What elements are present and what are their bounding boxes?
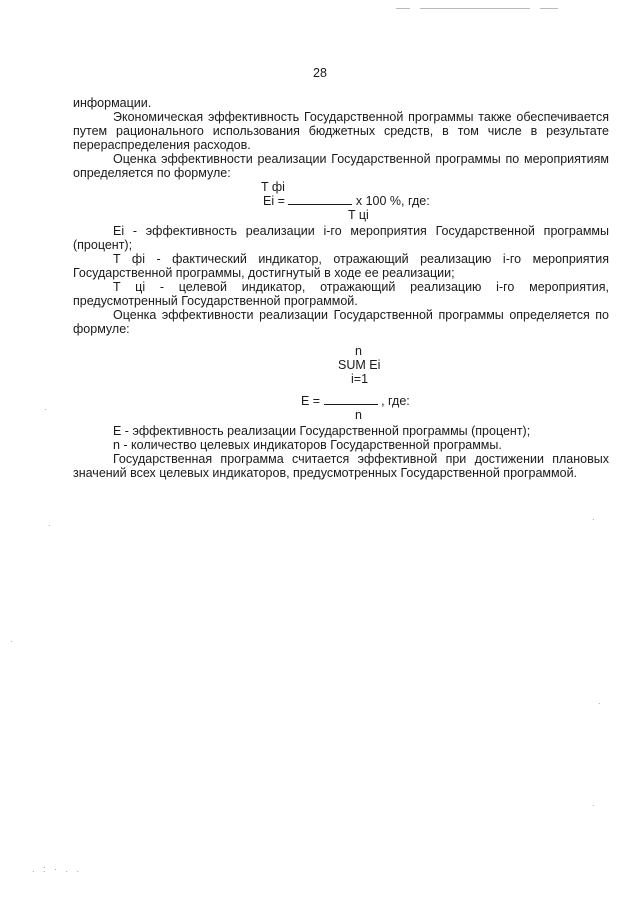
scan-artifact-line	[420, 8, 530, 9]
formula-line	[263, 194, 430, 208]
formula-denominator: n	[355, 408, 362, 422]
scan-noise: .	[598, 696, 604, 706]
paragraph: Экономическая эффективность Государственной программы также обеспечивается путем рационального использования бюджетных средств, в том числе в результате перераспределения расходов.	[73, 110, 609, 152]
paragraph: Оценка эффективности реализации Государственной программы по мероприятиям определяется по формуле:	[73, 152, 609, 180]
fraction-bar	[324, 394, 378, 405]
formula-sum: SUM Ei	[338, 358, 381, 372]
scan-noise: .	[592, 798, 598, 808]
scan-noise: .	[48, 518, 54, 528]
paragraph: Ei - эффективность реализации i-го мероприятия Государственной программы (процент);	[73, 224, 609, 252]
scan-artifact-line	[396, 8, 410, 9]
formula-lhs: Ei =	[263, 194, 285, 208]
paragraph: T цi - целевой индикатор, отражающий реализацию i-го мероприятия, предусмотренный Государственной программой.	[73, 280, 609, 308]
paragraph: E - эффективность реализации Государственной программы (процент);	[113, 424, 531, 438]
paragraph: Оценка эффективности реализации Государственной программы определяется по формуле:	[73, 308, 609, 336]
scan-noise: .	[44, 402, 50, 412]
formula-denominator: T цi	[348, 208, 369, 222]
scan-noise: . : · . .	[32, 864, 83, 874]
paragraph: T фi - фактический индикатор, отражающий реализацию i-го мероприятия Государственной программы, достигнутый в ходе ее реализации;	[73, 252, 609, 280]
paragraph: n - количество целевых индикаторов Государственной программы.	[113, 438, 502, 452]
formula-lhs: E =	[301, 394, 321, 408]
formula-numerator: T фi	[261, 180, 285, 194]
formula-e	[73, 336, 609, 392]
paragraph: Государственная программа считается эффективной при достижении плановых значений всех целевых индикаторов, предусмотренных Государственной программой.	[73, 452, 609, 480]
formula-sum-lower: i=1	[351, 372, 369, 386]
paragraph: информации.	[73, 96, 152, 110]
formula-line	[301, 394, 410, 408]
page-number: 28	[313, 66, 327, 80]
formula-ei	[73, 180, 609, 224]
formula-sum-upper: n	[355, 344, 362, 358]
scan-artifact-line	[540, 8, 558, 9]
formula-e-line	[73, 394, 609, 424]
scan-noise: .	[592, 512, 598, 522]
formula-rhs: , где:	[381, 394, 410, 408]
document-body	[73, 96, 609, 480]
fraction-bar	[288, 194, 352, 205]
formula-rhs: x 100 %, где:	[355, 194, 430, 208]
scan-noise: .	[10, 634, 16, 644]
